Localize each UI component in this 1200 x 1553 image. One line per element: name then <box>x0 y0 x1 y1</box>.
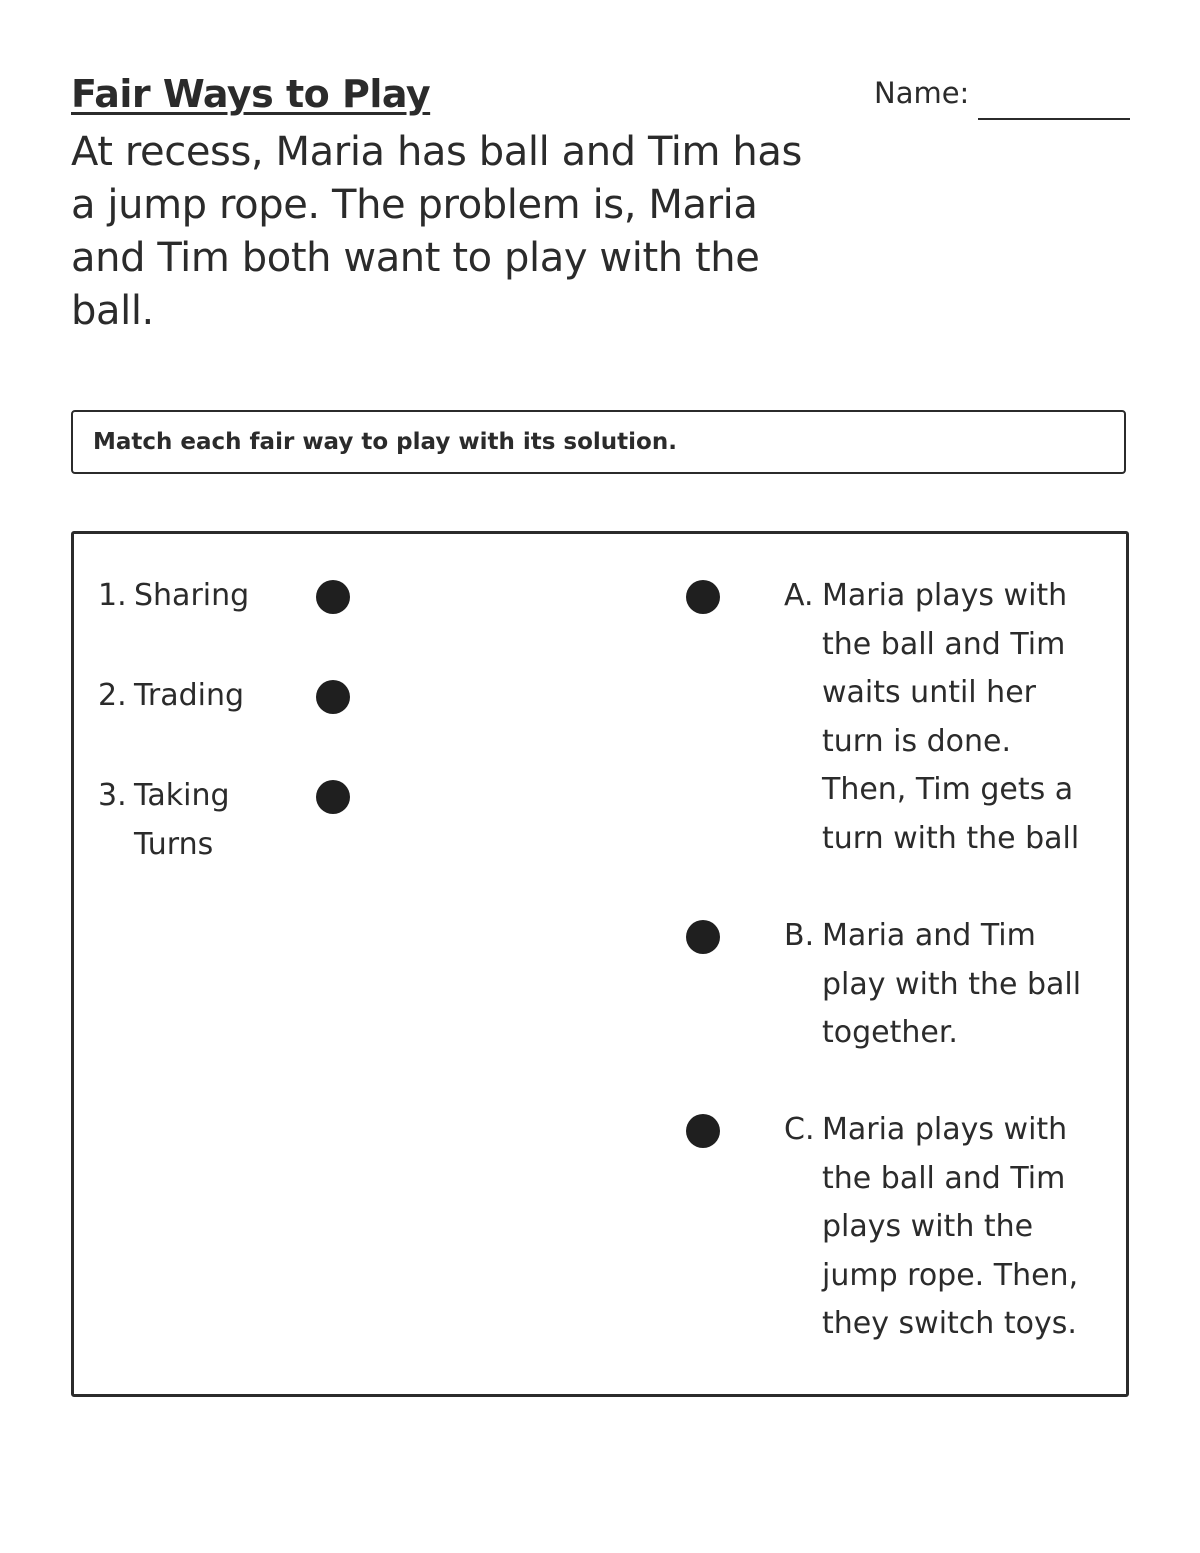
left-item-taking-turns <box>98 772 398 882</box>
story-text: At recess, Maria has ball and Tim has a jump rope. The problem is, Maria and Tim both want to play with the ball. <box>71 129 802 334</box>
right-match-dot-c[interactable] <box>686 1114 720 1148</box>
left-item-trading <box>98 672 398 732</box>
right-item-text: Maria and Tim play with the ball together. <box>822 918 1082 1050</box>
right-item-a <box>686 572 1106 872</box>
left-match-dot-1[interactable] <box>316 580 350 614</box>
right-item-b <box>686 912 1106 1072</box>
left-item-number: 3. <box>98 778 127 813</box>
name-field-block <box>874 76 1130 126</box>
name-write-line[interactable] <box>978 118 1130 120</box>
left-item-number: 1. <box>98 578 127 613</box>
instruction-text: Match each fair way to play with its solution. <box>93 429 677 455</box>
left-item-text: Taking Turns <box>134 778 230 862</box>
left-match-dot-2[interactable] <box>316 680 350 714</box>
right-item-text: Maria plays with the ball and Tim plays with the jump rope. Then, they switch toys. <box>822 1112 1079 1341</box>
name-label: Name: <box>874 76 970 110</box>
instruction-box <box>71 410 1126 474</box>
right-item-letter: A. <box>784 578 814 613</box>
right-match-dot-b[interactable] <box>686 920 720 954</box>
matching-area <box>71 531 1129 1397</box>
left-item-number: 2. <box>98 678 127 713</box>
right-item-c <box>686 1106 1106 1366</box>
left-match-dot-3[interactable] <box>316 780 350 814</box>
right-item-letter: C. <box>784 1112 815 1147</box>
left-item-sharing <box>98 572 398 632</box>
right-item-text: Maria plays with the ball and Tim waits until her turn is done. Then, Tim gets a turn with the ball <box>822 578 1080 856</box>
left-item-text: Trading <box>134 678 245 713</box>
left-item-text: Sharing <box>134 578 250 613</box>
right-item-letter: B. <box>784 918 815 953</box>
worksheet-title: Fair Ways to Play <box>71 72 431 116</box>
right-match-dot-a[interactable] <box>686 580 720 614</box>
